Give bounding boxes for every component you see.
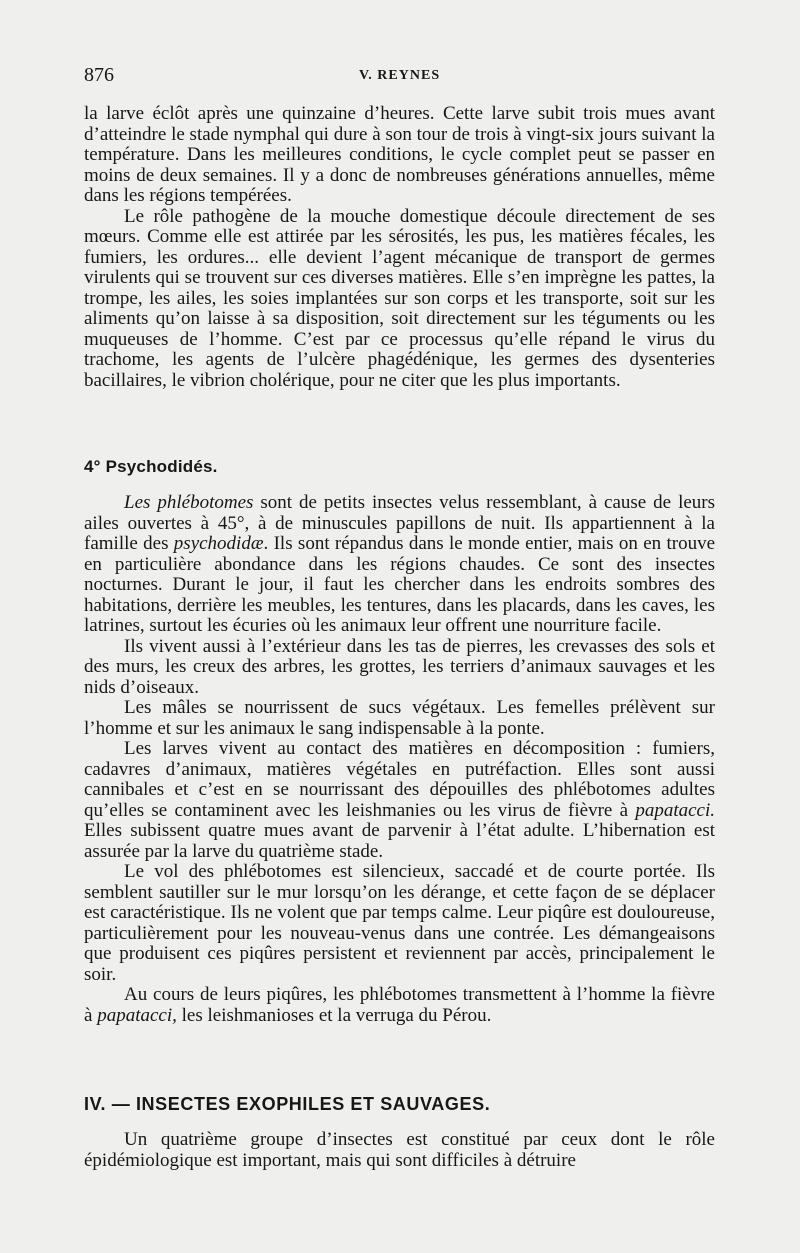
- italic-papatacci-1: papatacci.: [635, 799, 715, 821]
- psychodides-paragraph-4: [84, 739, 715, 862]
- psychodides-paragraph-4-text-b: Elles subissent quatre mues avant de parvenir à l’état adulte. L’hibernation est assurée par la larve du quatrième stade.: [84, 820, 715, 862]
- running-head: V. REYNES: [359, 68, 441, 83]
- intro-paragraph-1: la larve éclôt après une quinzaine d’heures. Cette larve subit trois mues avant d’atteindre le stade nymphal qui dure à son tour de trois à vingt-six jours suivant la température. Dans les meilleures conditions, le cycle complet peut se passer en moins de deux semaines. Il y a donc de nombreuses générations annuelles, même dans les régions tempérées.: [84, 103, 715, 206]
- section-heading-iv: IV. — INSECTES EXOPHILES ET SAUVAGES.: [84, 1094, 491, 1114]
- psychodides-paragraph-4-text-a: Les larves vivent au contact des matières en décomposition : fumiers, cadavres d’animaux, matières végétales en putréfaction. Elles sont aussi cannibales et c’est en se nourrissant des dépouilles des phlébotomes adultes qu’elles se contaminent avec les leishmanies ou les virus de fièvre à: [84, 738, 715, 821]
- italic-phlebotomes: Les phlébotomes: [124, 492, 254, 513]
- psychodides-paragraph-1-text-a: sont de petits insectes velus ressemblant, à cause de leurs ailes ouvertes à 45°, à de minuscules papillons de nuit. Ils appartiennent à la famille des: [84, 492, 716, 554]
- section-iv-paragraph-1: Un quatrième groupe d’insectes est constitué par ceux dont le rôle épidémiologique est important, mais qui sont difficiles à détruire: [84, 1129, 715, 1171]
- section-iv-text-block: [84, 1130, 715, 1171]
- page-header: [84, 64, 714, 92]
- intro-text-block: [84, 104, 715, 391]
- page-number: 876: [84, 64, 114, 86]
- psychodides-paragraph-5: Le vol des phlébotomes est silencieux, saccadé et de courte portée. Ils semblent sautiller sur le mur lorsqu’on les dérange, et cette façon de se déplacer est caractéristique. Ils ne volent que par temps calme. Leur piqûre est douloureuse, particulièrement pour les nouveau-venus dans une contrée. Les démangeaisons que produisent ces piqûres persistent et reviennent par accès, principalement le soir.: [84, 861, 715, 985]
- psychodides-paragraph-1-text-b: . Ils sont répandus dans le monde entier, mais on en trouve en particulière abondance dans les régions chaudes. Ce sont des insectes nocturnes. Durant le jour, il faut les chercher dans les endroits sombres des habitations, derrière les meubles, les tentures, dans les placards, dans les caves, les latrines, surtout les écuries où les animaux leur offrent une nourriture facile.: [84, 533, 715, 636]
- italic-psychodidae: psychodidæ: [173, 533, 264, 554]
- psychodides-paragraph-1: [84, 493, 715, 637]
- italic-papatacci-2: papatacci,: [97, 1004, 177, 1026]
- intro-paragraph-2: Le rôle pathogène de la mouche domestique découle directement de ses mœurs. Comme elle est attirée par les sérosités, les pus, les matières fécales, les fumiers, les ordures... elle devient l’agent mécanique de transport de germes virulents qui se trouvent sur ces diverses matières. Elle s’en imprègne les pattes, la trompe, les ailes, les soies implantées sur son corps et les transporte, soit sur les aliments qu’on laisse à sa disposition, soit directement sur les téguments ou les muqueuses de l’homme. C’est par ce processus qu’elle répand le virus du trachome, les agents de l’ulcère phagédénique, les germes des dysenteries bacillaires, le vibrion cholérique, pour ne citer que les plus importants.: [84, 205, 715, 391]
- section-heading-psychodides: 4° Psychodidés.: [84, 457, 218, 476]
- psychodides-paragraph-2: Ils vivent aussi à l’extérieur dans les tas de pierres, les crevasses des sols et des murs, les creux des arbres, les grottes, les terriers d’animaux sauvages et les nids d’oiseaux.: [84, 635, 715, 698]
- psychodides-text-block: [84, 493, 715, 1026]
- psychodides-paragraph-6-text-b: les leishmanioses et la verruga du Pérou.: [176, 1004, 492, 1026]
- psychodides-paragraph-6: [84, 985, 715, 1026]
- psychodides-paragraph-3: Les mâles se nourrissent de sucs végétaux. Les femelles prélèvent sur l’homme et sur les animaux le sang indispensable à la ponte.: [84, 697, 715, 739]
- psychodides-paragraph-6-text-a: Au cours de leurs piqûres, les phlébotomes transmettent à l’homme la fièvre à: [84, 984, 715, 1026]
